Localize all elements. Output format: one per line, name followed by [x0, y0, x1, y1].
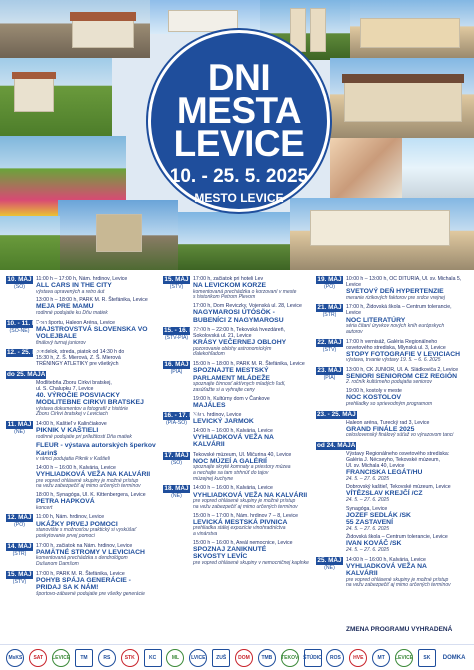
event-title: NOC LITERATÚRY: [346, 316, 406, 324]
event-date-badge: [316, 411, 468, 419]
event-entry: [316, 411, 468, 439]
event-date-badge: [163, 485, 190, 499]
programme: [0, 272, 474, 642]
event-description: koncert: [36, 504, 53, 511]
event-venue-line: 17:00 h, Židovská škola – Centrum tolerancie,: [346, 304, 452, 311]
photo-children: [330, 138, 402, 198]
event-description: 24. 5. – 27. 6. 2025: [346, 496, 390, 503]
event-entry: [6, 276, 158, 317]
event-title: PETRA HAPKOVÁ: [36, 498, 95, 506]
event-venue-line: Levice: [346, 282, 361, 289]
event-description: výstava dokumentov a fotografií z histórie: [36, 405, 128, 412]
event-title: MAJSTROVSTVÁ SLOVENSKA VO: [36, 325, 148, 333]
title-line-3: LEVICE: [173, 123, 305, 164]
event-date-badge: [6, 543, 33, 557]
event-venue-line: ul. S. Chalupku 7, Levice: [36, 385, 94, 392]
event-description: spoznajte činnosť aktívnych mladých ľudí,: [193, 381, 286, 388]
event-venue-line: 14:00 h – 16:00 h, Kalvária, Levice: [346, 556, 426, 563]
event-description: rodinné podujatie pri príležitosti Dňa matiek: [36, 433, 132, 440]
event-description: na vežu zabezpečiť aj mimo určených termínov: [346, 582, 451, 589]
event-weekday: (PIA): [170, 369, 183, 376]
event-description: v rámci podujatia Piknik v Kaštieli: [36, 456, 110, 463]
event-description: stanovište s možnosťou praktický si vyskúšať: [36, 526, 136, 533]
event-entry: [316, 276, 468, 301]
event-description: 2. ročník kultúrneho podujatia seniorov: [346, 379, 432, 386]
event-description: výstava upravených a retro áut: [36, 288, 105, 295]
event-venue-line: 22:00 h – 22:00 h, Tekovská hvezdáreň,: [193, 327, 285, 333]
event-date-badge: [316, 367, 343, 381]
event-date-badge: [163, 276, 190, 290]
title-line-2: MESTA: [176, 90, 302, 131]
event-title: BUBENÍCI Z NAGYMAROSU: [193, 316, 284, 324]
event-date-badge: [163, 452, 190, 466]
event-title: VÍTĚZSLAV KREJČÍ /CZ: [346, 490, 423, 498]
event-description: múzejnej kuchyne: [193, 475, 234, 482]
event-date: 12. - 25. MÁJ: [7, 349, 46, 357]
event-title: VOLEJBALE: [36, 333, 77, 341]
event-venue-line: Ul. sv. Michala 40, Levice: [346, 463, 405, 470]
photo-castle-ruins: [58, 200, 178, 270]
photo-white-castle: [150, 0, 260, 34]
event-entry: [6, 349, 158, 367]
event-description: pozorovanie oblohy astronomickým: [193, 345, 272, 352]
event-date: 16. MÁJ: [164, 361, 189, 369]
event-description: rodinné podujatie ku Dňu matiek: [36, 309, 108, 316]
event-title: SENIORI SENIOROM CEZ REGIÓN: [346, 373, 458, 381]
photo-square: [290, 198, 474, 270]
event-date: 23. - 25. MÁJ: [317, 410, 356, 418]
event-date: od 24. MÁJA: [317, 441, 356, 449]
event-weekday: (NE): [324, 564, 335, 571]
event-date-badge: [163, 412, 203, 427]
event-date: 15. MÁJ: [164, 276, 189, 283]
event-title: VYHLIADKOVÁ VEŽA NA KALVÁRII: [193, 491, 308, 499]
event-description: pre vopred ohlásené skupiny je možné prístup: [346, 576, 449, 583]
event-weekday: (SO-NE): [9, 327, 30, 334]
event-title: NOC MÚZEÍ A GALÉRIÍ: [193, 457, 267, 465]
event-weekday: (PO): [324, 284, 335, 290]
event-description: celoslovenský finálový súťaž vo výrazovom tanci: [346, 432, 454, 439]
event-date-badge: [6, 421, 33, 435]
event-venue-line: 17:00 h, začiatok na Nám. hrdinov, Levice: [36, 542, 133, 549]
photo-fountain: [402, 138, 474, 198]
event-title: SPOZNAJTE MESTSKÝ: [193, 367, 269, 375]
event-date: 16. - 17. MÁJ: [164, 412, 203, 420]
event-title: VYHLIADKOVÁ VEŽA NA: [346, 562, 427, 570]
event-title: NA LEVICKOM KORZE: [193, 282, 267, 290]
event-venue-line: 17:00 h, PARK M. R. Štefánika, Levice: [36, 570, 125, 577]
event-date-badge: [6, 319, 46, 334]
photo-old-building: [350, 0, 474, 58]
organizer-city: MESTO LEVICE: [194, 191, 284, 205]
event-weekday: (ŠTV): [169, 284, 184, 290]
event-date: 10. - 11. MÁJ: [7, 319, 46, 327]
event-date-badge: [316, 304, 343, 318]
event-date-badge: [316, 442, 468, 450]
programme-column-1: [6, 276, 158, 600]
event-date-badge: [6, 371, 158, 379]
event-entry: [163, 412, 315, 448]
partner-logo: HVE: [349, 649, 367, 667]
event-title: JOZEF SEDLÁK /SK: [346, 511, 411, 519]
event-date-badge: [6, 514, 33, 528]
event-date-badge: [6, 571, 33, 585]
event-entry: [316, 367, 468, 408]
event-date: 11. MÁJ: [7, 421, 32, 429]
event-title: VYHLIADKOVÁ VEŽA NA: [193, 433, 274, 441]
event-entry: [316, 557, 468, 590]
event-venue-line: 19:00 h, Kultúrny dom v Čankove: [193, 395, 270, 402]
partner-logo: LEVICE: [395, 649, 413, 667]
event-title: SKVOSTY LEVÍC: [193, 553, 248, 561]
event-description: komentovaná prechádzka s dendrológom: [36, 555, 128, 562]
event-venue-line: Židovská škola – Centrum tolerancie, Levice: [346, 534, 448, 541]
event-entry: [316, 304, 468, 335]
event-title: KALVÁRII: [346, 570, 378, 578]
event-venue-line: 18:00 h, Synagóga, Ul. K. Kittenbergera, Levice: [36, 492, 146, 499]
event-description: prehliadky so sprievodným programom: [346, 400, 433, 407]
partner-logo: MT: [372, 649, 390, 667]
photo-park: [0, 216, 60, 270]
event-weekday: (STR): [12, 550, 27, 557]
photo-manor-house: [0, 0, 150, 58]
event-description: pre vopred ohlásené skupiny v nemocničnej kaplnke: [193, 559, 309, 566]
event-dates: 10. - 25. 5. 2025: [169, 166, 309, 187]
event-venue-line: 17:00 h vernisáž, Galéria Regionálneho: [346, 338, 438, 345]
event-venue-line: pondelok, streda, piatok od 14:30 h do: [36, 349, 125, 356]
photo-town-hall: [330, 58, 474, 138]
event-entry: [6, 320, 158, 347]
poster-header-collage: [0, 0, 474, 270]
partner-logo: ZUŠ: [212, 649, 230, 667]
event-title: LEVICKÁ MESTSKÁ PIVNICA: [193, 518, 288, 526]
event-title: 55 ZASTAVENÍ: [346, 519, 393, 527]
event-description: finálový turnaj juniorov: [36, 339, 86, 346]
event-venue-line: 14:00 h – 16:00 h, Kalvária, Levice: [36, 465, 116, 472]
event-venue-line: Dom športu, Haleon Aréna, Levice: [36, 319, 116, 326]
event-title: PARLAMENT MLÁDEŽE: [193, 374, 270, 382]
event-title: VYHLIADKOVÁ VEŽA NA KALVÁRII: [36, 471, 151, 479]
event-entry: [316, 339, 468, 364]
event-entry: [163, 276, 315, 324]
event-title: ALL CARS IN THE CITY: [36, 282, 112, 290]
event-entry: [163, 485, 315, 566]
event-weekday: (PO): [14, 522, 25, 529]
photo-castle-courtyard: [0, 58, 112, 136]
event-description: meranie rizikových faktorov pre srdce vrejnej: [346, 294, 445, 301]
event-description: športovo-zábavné podujatie pre všetky generácie: [36, 590, 145, 597]
event-venue-line: 11:00 h – 17:00 h, Nám. hrdinov, Levice: [36, 276, 128, 282]
event-date: 10. MÁJ: [7, 276, 32, 283]
event-date: 12. MÁJ: [7, 514, 32, 522]
partner-logo: SAT: [29, 649, 47, 667]
event-weekday: (SO): [14, 284, 25, 290]
partner-logo: ML: [166, 649, 184, 667]
event-venue-line: 14:00 h – 16:00 h, Kalvária, Levice: [193, 485, 273, 492]
event-description: zasúťažte si a vyhrajte ceny: [193, 386, 255, 393]
event-title: 40. VÝROČIE POSVIACKY: [36, 391, 120, 399]
event-description: séria čítaní úryvkov nových kníh európskych: [346, 322, 445, 329]
partner-logo: TEKOV: [281, 649, 299, 667]
partner-logo: LEVICE: [52, 649, 70, 667]
event-title: KALVÁRII: [193, 441, 225, 449]
event-date: do 25. MÁJA: [7, 370, 46, 378]
event-description: 24. 5. – 27. 6. 2025: [346, 525, 390, 532]
event-title: UKÁŽKY PRVEJ POMOCI: [36, 520, 118, 528]
event-entry: [6, 371, 158, 419]
event-venue-line: 11:00 h, Nám. hrdinov, Levice: [36, 514, 105, 521]
title-line-1: DNI: [207, 57, 271, 98]
partner-logo: KC: [144, 649, 162, 667]
event-title: PAMÄTNÉ STROMY V LEVICIACH: [36, 548, 145, 556]
event-title: NAGYMAROSI ÚTÓSÖK -: [193, 309, 275, 317]
partner-logo: SK: [418, 649, 436, 667]
event-title: GRAND FINÁLE 2025: [346, 425, 415, 433]
event-entry: [6, 543, 158, 568]
title-badge: [148, 30, 330, 212]
event-title: MEJA PRE MAMU: [36, 303, 94, 311]
event-venue-line: Sokolovská ul. 21, Levice: [193, 333, 252, 340]
event-venue-line: Výstavy Regionálneho osvetového strediska:: [346, 450, 450, 457]
event-venue-line: 13:00 h, CK JUNIOR, Ul. A. Sládkoviča 2, Levice: [346, 366, 459, 373]
event-date: 25. MÁJ: [317, 556, 342, 564]
photo-gardens: [178, 212, 290, 270]
event-venue-line: Haleon aréna, Turecký rad 3, Levice: [346, 419, 430, 426]
event-entry: [6, 571, 158, 598]
event-venue-line: 14:00 h – 16:00 h, Kalvária, Levice: [193, 427, 273, 434]
event-venue-line: 15:30 h, Z. Š. Mierová, Z. Š. Mierová: [36, 355, 121, 362]
event-date: 18. MÁJ: [164, 485, 189, 493]
program-change-note: ZMENA PROGRAMU VYHRADENÁ: [346, 626, 453, 633]
event-title: KRÁSY VEČERNEJ OBLOHY: [193, 339, 287, 347]
event-title: NOC KOSTOLOV: [346, 394, 402, 402]
event-weekday: (STR): [322, 312, 337, 319]
event-weekday: (NE): [171, 493, 182, 500]
event-title: Karin$: [36, 449, 58, 457]
event-title: FRANCISKA LEGÁT/HU: [346, 469, 423, 477]
event-weekday: (NE): [14, 429, 25, 436]
partner-logo: RS: [98, 649, 116, 667]
event-description: prehliadka stálej expozície vinohradníctva: [193, 525, 286, 532]
programme-column-2: [163, 276, 315, 569]
event-title: PRIDAJ SA K NÁM!: [36, 584, 99, 592]
event-venue-line: Nám. hrdinov, Levice: [193, 412, 242, 419]
event-description: 24. 5. – 27. 6. 2025: [346, 475, 390, 482]
event-venue-line: Galéria J. Nécseyho, Tekovské múzeum,: [346, 456, 440, 463]
event-description: na vežu zabezpečiť aj mimo určených termínov: [36, 483, 141, 490]
event-venue-line: Synagóga, Levice: [346, 505, 388, 512]
partner-logo: TM: [75, 649, 93, 667]
event-venue-line: Tekovské múzeum, Ul. Mičurina 40, Levice: [193, 451, 292, 458]
event-venue-line: Dobrovský kaštieľ, Tekovské múzeum, Levice: [346, 484, 451, 491]
partner-logo: TMB: [258, 649, 276, 667]
event-title: SPOZNAJ ZANIKNUTÉ: [193, 545, 267, 553]
event-date-badge: [6, 276, 33, 290]
event-date-badge: [316, 276, 343, 290]
event-title: MAJÁLES: [193, 401, 226, 409]
partner-logo: DOMKA: [442, 654, 466, 661]
event-date: 22. MÁJ: [317, 338, 342, 346]
event-description: na vežu zabezpečiť aj mimo určených termínov: [193, 503, 298, 510]
event-description: výstava, trvanie výstavy 19. 5. – 6. 6. 2025: [346, 357, 441, 364]
programme-column-3: [316, 276, 468, 592]
event-venue-line: 15:00 h – 18:00 h, PARK M. R. Štefánika, Levice: [193, 361, 305, 368]
partner-logos: [0, 644, 474, 670]
event-venue-line: 19:00 h, kostoly v meste: [346, 388, 402, 395]
event-title: PIKNIK V KAŠTIELI: [36, 427, 99, 435]
event-description: pre vopred ohlásené skupiny je možné prístup: [36, 477, 139, 484]
event-title: MODLITEBNE CIRKVI BRATSKEJ: [36, 399, 144, 407]
event-date-badge: [316, 557, 343, 571]
event-venue-line: osvetového strediska, Mlynská ul. 3, Levice: [346, 344, 446, 351]
event-description: poskytovanie prvej pomoci: [36, 532, 95, 539]
event-weekday: (ŠTV-PIA): [164, 335, 189, 341]
event-venue-line: 15:00 h – 17:00 h, Nám. hrdinov 7 – 8, Levice: [193, 512, 298, 519]
event-description: Dušanom Damšom: [36, 560, 79, 567]
event-date: 14. MÁJ: [7, 542, 32, 550]
event-title: IVAN KOVÁČ /SK: [346, 540, 402, 548]
event-entry: [6, 514, 158, 539]
event-venue-line: 14:00 h, Kaštieľ v Kalinčiakove: [36, 421, 107, 428]
event-entry: [316, 442, 468, 554]
event-description: Zboru Cirkvi bratskej v Leviciach: [36, 411, 108, 418]
event-date: 17. MÁJ: [164, 451, 189, 459]
event-weekday: (SO): [171, 459, 182, 466]
event-description: a vinárstva: [193, 530, 218, 537]
event-date-badge: [163, 327, 203, 341]
event-description: a nechajte sa tam strhnúť do tajov: [193, 469, 269, 476]
event-title: POHYB SPÁJA GENERÁCIE -: [36, 576, 131, 584]
event-description: 24. 5. – 27. 6. 2025: [346, 546, 390, 553]
event-entry: [163, 361, 315, 409]
event-description: spoznajte skryté komnaty a priestory múzea: [193, 464, 291, 471]
event-entry: [163, 452, 315, 483]
event-date: 19. MÁJ: [317, 276, 342, 283]
event-venue-line: 17:00 h, Dom Reviczky, Vojenská ul. 28, Levice: [193, 303, 302, 310]
event-date: 15. MÁJ: [7, 570, 32, 578]
event-description: pre vopred ohlásené skupiny je možné prístup: [193, 497, 296, 504]
partner-logo: DOM: [235, 649, 253, 667]
event-date-badge: [163, 361, 190, 375]
event-title: SVETOVÝ DEŇ HYPERTENZIE: [346, 288, 444, 296]
event-description: s historikom Petrom Plevom: [193, 294, 256, 301]
event-date-badge: [316, 339, 343, 353]
event-venue-line: 13:00 h – 18:00 h, PARK M. R. Štefánika, Levice: [36, 297, 148, 304]
event-date: 21. MÁJ: [317, 304, 342, 312]
partner-logo: STK: [121, 649, 139, 667]
event-venue-line: 17:00 h, začiatok pri hoteli Lev: [193, 276, 264, 282]
partner-logo: MsKS: [6, 649, 24, 667]
event-date-badge: [6, 349, 46, 357]
event-weekday: (PIA-SO): [165, 420, 188, 427]
event-description: autorov: [346, 328, 363, 335]
event-date: 15. - 16. MÁJ: [164, 327, 203, 334]
event-entry: [6, 421, 158, 511]
event-venue-line: Levice: [346, 310, 361, 317]
event-entry: [163, 327, 315, 358]
event-title: FLEUR - výstava autorských šperkov: [36, 442, 156, 450]
event-venue-line: 15:00 h – 16:00 h, Areál nemocnice, Levice: [193, 539, 293, 546]
event-venue-line: 10:00 h – 13:00 h, OC DITURIA, Ul. sv. Michala 5,: [346, 276, 462, 282]
partner-logo: ŠTÚDIO: [304, 649, 322, 667]
event-title: LEVICKÝ JARMOK: [193, 418, 254, 426]
partner-logo: LVICE: [189, 649, 207, 667]
event-weekday: (ŠTV): [12, 578, 27, 585]
event-title: STOPY FOTOGRAFIE V LEVICIACH: [346, 350, 461, 358]
event-description: komentovaná prechádzka o korzovaní v meste: [193, 288, 297, 295]
event-venue-line: Modlitebňa Zboru Cirkvi bratskej,: [36, 379, 112, 386]
event-weekday: (ŠTV): [322, 346, 337, 353]
event-description: ďalekohľadom: [193, 351, 225, 358]
event-weekday: (PIA): [323, 374, 336, 381]
event-venue-line: TRÉNINGY ATLETIKY pre všetkých: [36, 361, 119, 368]
partner-logo: ROS: [326, 649, 344, 667]
event-date: 23. MÁJ: [317, 366, 342, 374]
